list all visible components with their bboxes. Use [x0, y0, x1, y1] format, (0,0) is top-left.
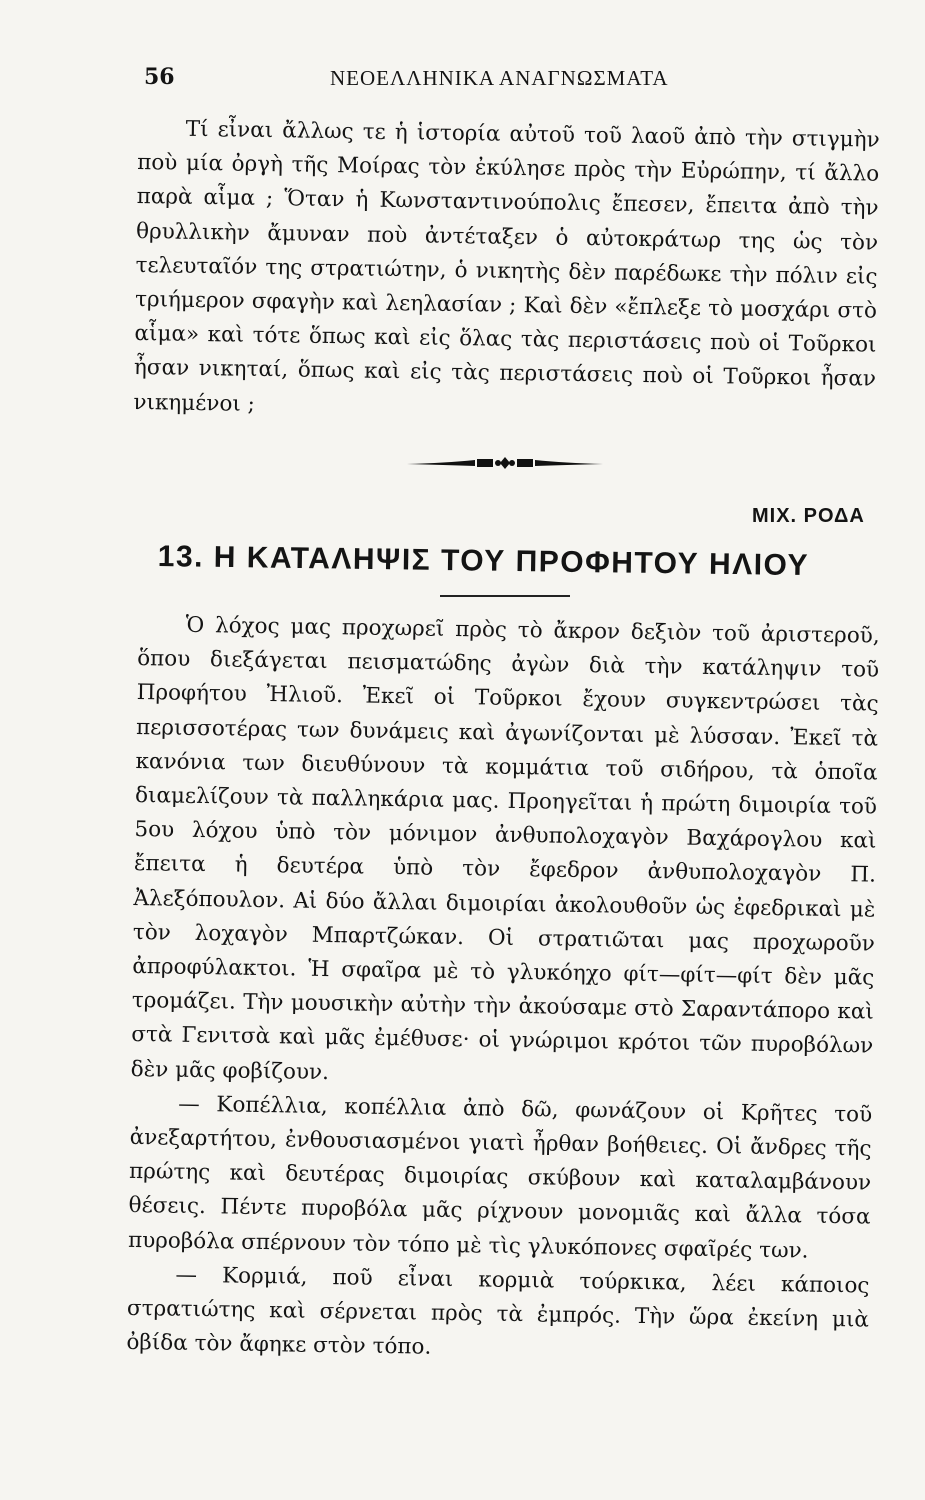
chapter-paragraph-1: Ὁ λόχος μας προχωρεῖ πρὸς τὸ ἄκρον δεξιὸν τοῦ ἀριστεροῦ, ὅπου διεξάγεται πεισματώδης ἀγὼν διὰ τὴν κατάληψιν τοῦ Προφήτου Ἠλιοῦ. Ἐκεῖ οἱ Τοῦρκοι ἔχουν συγκεντρώσει τὰς περισσοτέρας των δυνάμεις καὶ ἀγωνίζονται μὲ λύσσαν. Ἐκεῖ τὰ κανόνια των διευθύνουν τὰ κομμάτια τοῦ σιδήρου, τὰ ὁποῖα διαμελίζουν τὰ παλληκάρια μας. Προηγεῖται ἡ πρώτη διμοιρία τοῦ 5ου λόχου ὑπὸ τὸν μόνιμον ἀνθυπολοχαγὸν Βαχάρογλου καὶ ἔπειτα ἡ δευτέρα ὑπὸ τὸν ἔφεδρον ἀνθυπολοχαγὸν Π. Ἀλεξόπουλον. Αἱ δύο ἄλλαι διμοιρίαι ἀκολουθοῦν ὡς ἐφεδρικαὶ μὲ τὸν λοχαγὸν Μπαρτζώκαν. Οἱ στρατιῶται μας προχωροῦν ἀπροφύλακτοι. Ἡ σφαῖρα μὲ τὸ γλυκόηχο φίτ—φίτ—φίτ δὲν μᾶς τρομάζει. Τὴν μουσικὴν αὐτὴν τὴν ἀκούσαμε στὸ Σαραντάπορο καὶ στὰ Γενιτσὰ καὶ μᾶς ἐμέθυσε· οἱ γνώριμοι κρότοι τῶν πυροβόλων δὲν μᾶς φοβίζουν.: [130, 612, 880, 1085]
running-title: ΝΕΟΕΛΛΗΝΙΚΑ ΑΝΑΓΝΩΣΜΑΤΑ: [330, 66, 669, 90]
chapter-paragraph-3: — Κορμιά, ποῦ εἶναι κορμιὰ τούρκικα, λέει κάποιος στρατιώτης καὶ σέρνεται πρὸς τὰ ἐμπρός. Τὴν ὥρα ἐκείνη μιὰ ὀβίδα τὸν ἄφηκε στὸν τόπο.: [126, 1262, 870, 1360]
chapter-text: [126, 608, 880, 1372]
author-signature: ΜΙΧ. ΡΟΔΑ: [752, 505, 865, 527]
page-number: 56: [144, 64, 175, 90]
section1-paragraph: Τί εἶναι ἄλλως τε ἡ ἱστορία αὐτοῦ τοῦ λαοῦ ἀπὸ τὴν στιγμὴν ποὺ μία ὀργὴ τῆς Μοίρας τὸν ἐκύλησε πρὸς τὴν Εὐρώπην, τί ἄλλο παρὰ αἷμα ; Ὅταν ἡ Κωνσταντινούπολις ἔπεσεν, ἔπειτα ἀπὸ τὴν θρυλλικὴν ἄμυναν ποὺ ἀντέταξεν ὁ αὐτοκράτωρ της ὡς τὸν τελευταῖόν της στρατιώτην, ὁ νικητὴς δὲν παρέδωκε τὴν πόλιν εἰς τριήμερον σφαγὴν καὶ λεηλασίαν ; Καὶ δὲν «ἔπλεξε τὸ μοσχάρι στὸ αἷμα» καὶ τότε ὅπως καὶ εἰς ὅλας τὰς περιστάσεις ποὺ οἱ Τοῦρκοι ἦσαν νικηταί, ὅπως καὶ εἰς τὰς περιστάσεις ποὺ οἱ Τοῦρκοι ἦσαν νικημένοι ;: [133, 116, 880, 417]
section-divider-ornament: [405, 452, 605, 472]
page-header: [140, 62, 880, 102]
title-underline: [440, 595, 570, 597]
chapter-title: 13. Η ΚΑΤΑΛΗΨΙΣ ΤΟΥ ΠΡΟΦΗΤΟΥ ΗΛΙΟΥ: [157, 540, 810, 583]
section1-text: [133, 112, 880, 431]
chapter-paragraph-2: — Κοπέλλια, κοπέλλια ἀπὸ δῶ, φωνάζουν οἱ Κρῆτες τοῦ ἀνεξαρτήτου, ἐνθουσιασμένοι γιατὶ ἦρθαν βοήθειες. Οἱ ἄνδρες τῆς πρώτης καὶ δευτέρας διμοιρίας σκύβουν καὶ καταλαμβάνουν θέσεις. Πέντε πυροβόλα μᾶς ρίχνουν μονομιᾶς καὶ ἄλλα τόσα πυροβόλα σπέρνουν τὸν τόπο μὲ τὶς γλυκόπονες σφαῖρές των.: [127, 1091, 873, 1264]
